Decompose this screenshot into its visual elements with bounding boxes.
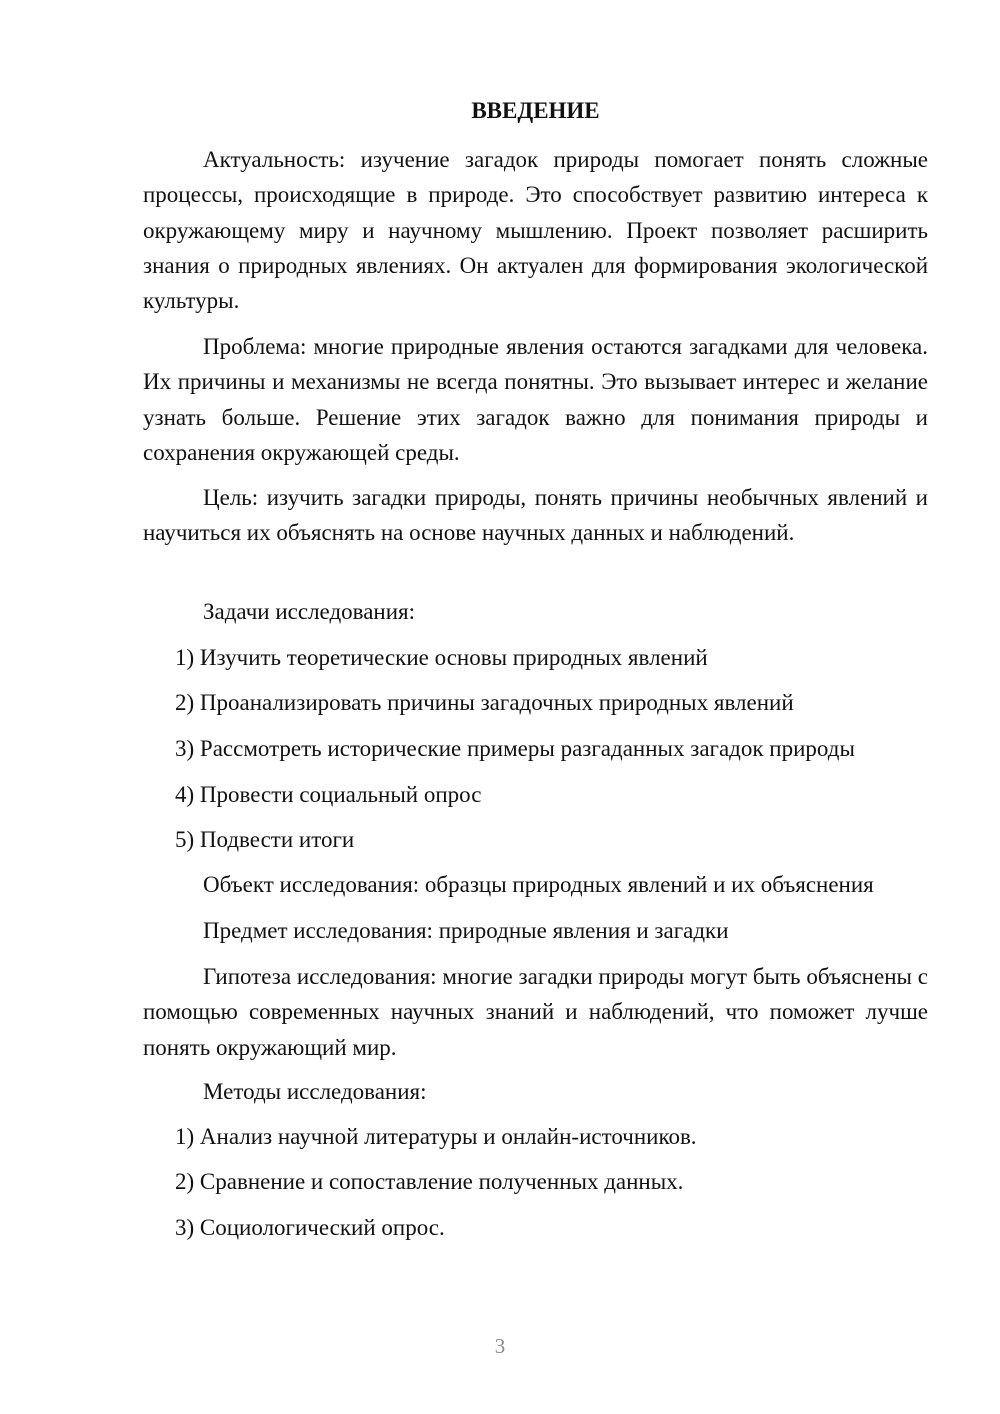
- method-item: 2) Сравнение и сопоставление полученных данных.: [175, 1169, 684, 1194]
- section-title: ВВЕДЕНИЕ: [471, 98, 600, 123]
- task-item: 4) Провести социальный опрос: [175, 782, 482, 807]
- problem-paragraph: Проблема: многие природные явления остаются загадками для человека. Их причины и механизмы не всегда понятны. Это вызывает интерес и желание узнать больше. Решение этих загадок важно для понимания природы и сохранения окружающей среды.: [143, 334, 928, 465]
- goal-paragraph: Цель: изучить загадки природы, понять причины необычных явлений и научиться их объяснять на основе научных данных и наблюдений.: [143, 485, 928, 546]
- task-item: 2) Проанализировать причины загадочных природных явлений: [175, 690, 794, 715]
- hypothesis-paragraph: Гипотеза исследования: многие загадки природы могут быть объяснены с помощью современных научных знаний и наблюдений, что поможет лучше понять окружающий мир.: [143, 964, 928, 1060]
- tasks-heading: Задачи исследования:: [203, 599, 416, 624]
- task-item: 5) Подвести итоги: [175, 827, 355, 852]
- subject-line: Предмет исследования: природные явления и загадки: [203, 918, 729, 943]
- object-line: Объект исследования: образцы природных явлений и их объяснения: [203, 872, 874, 897]
- methods-heading: Методы исследования:: [203, 1079, 427, 1104]
- page-number: 3: [494, 1334, 506, 1358]
- method-item: 1) Анализ научной литературы и онлайн-источников.: [175, 1124, 697, 1149]
- task-item: 1) Изучить теоретические основы природных явлений: [175, 645, 708, 670]
- method-item: 3) Социологический опрос.: [175, 1215, 445, 1240]
- task-item: 3) Рассмотреть исторические примеры разгаданных загадок природы: [175, 736, 855, 761]
- relevance-paragraph: Актуальность: изучение загадок природы помогает понять сложные процессы, происходящие в природе. Это способствует развитию интереса к окружающему миру и научному мышлению. Проект позволяет расширить знания о природных явлениях. Он актуален для формирования экологической культуры.: [143, 147, 928, 314]
